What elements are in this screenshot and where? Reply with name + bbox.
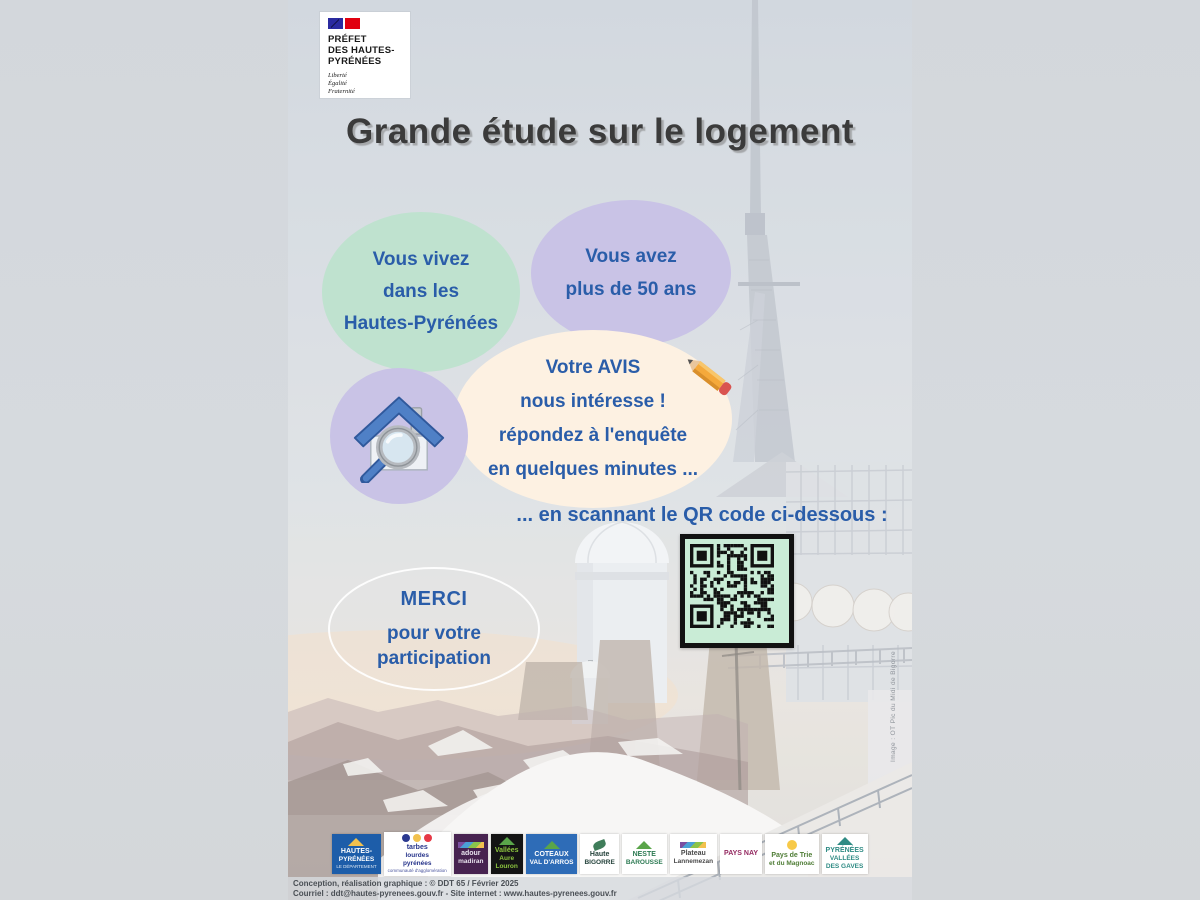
prefecture-name-line: PYRÉNÉES bbox=[328, 56, 382, 67]
partner-logo-text: DES GAVES bbox=[825, 863, 864, 870]
partner-logo-text: Haute bbox=[589, 851, 610, 858]
footer-credits-line: Conception, réalisation graphique : © DDT 65 / Février 2025 bbox=[293, 879, 519, 888]
partner-logo-coteaux-val-darros bbox=[526, 834, 578, 874]
partner-logo-text: Lannemezan bbox=[673, 858, 714, 865]
partner-logo-text: madiran bbox=[458, 858, 484, 865]
motto-line: Égalité bbox=[328, 80, 347, 87]
qr-pattern bbox=[690, 544, 774, 628]
pays-de-trie-et-du-magnoac-icon bbox=[787, 840, 797, 850]
bubble-text-line: nous intéresse ! bbox=[520, 391, 666, 412]
partner-logo-pyrenees-vallees-des-gaves bbox=[822, 834, 868, 874]
partner-logo-tarbes-lourdes-pyrenees bbox=[384, 832, 451, 876]
adour-madiran-icon bbox=[458, 842, 484, 848]
qr-code bbox=[680, 534, 794, 648]
hautes-pyrenees-departement-icon bbox=[348, 838, 364, 846]
house-magnifier-icon bbox=[352, 389, 446, 483]
tarbes-lourdes-pyrenees-icon bbox=[402, 834, 410, 842]
partner-logo-text: BAROUSSE bbox=[625, 859, 663, 866]
thanks-ellipse bbox=[328, 567, 540, 691]
partner-logo-adour-madiran bbox=[454, 834, 488, 874]
partner-logo-text: Louron bbox=[495, 863, 518, 870]
partner-logo-vallees-aure-louron bbox=[491, 834, 523, 874]
prefecture-name-line: DES HAUTES- bbox=[328, 45, 395, 56]
scan-instruction: ... en scannant le QR code ci-dessous : bbox=[516, 504, 888, 526]
pencil-icon bbox=[681, 348, 737, 404]
bubble-text-line: en quelques minutes ... bbox=[487, 459, 699, 480]
house-search-bubble bbox=[330, 368, 468, 504]
partner-logo-hautes-pyrenees-departement bbox=[332, 834, 380, 874]
neste-barousse-icon bbox=[636, 841, 652, 849]
bubble-live-in-hautes-pyrenees bbox=[322, 212, 520, 372]
partner-logo-text: Pays de Trie bbox=[771, 852, 813, 859]
partner-logo-text: et du Magnoac bbox=[769, 860, 815, 867]
housing-survey-poster bbox=[288, 0, 912, 900]
partner-logo-text: PYRÉNÉES bbox=[825, 847, 864, 854]
partner-logo-text: Aure bbox=[499, 855, 515, 862]
partner-logo-text: tarbes bbox=[406, 844, 428, 851]
partner-logo-pays-de-trie-et-du-magnoac bbox=[765, 834, 819, 874]
partner-logo-text: lourdes bbox=[405, 852, 429, 859]
partner-logo-text: pyrénées bbox=[402, 860, 432, 867]
bubble-text-line: répondez à l'enquête bbox=[498, 425, 688, 446]
partner-logo-subtext: LE DÉPARTEMENT bbox=[336, 864, 377, 869]
bubble-text-line: Vous avez bbox=[585, 246, 677, 267]
thanks-line: participation bbox=[376, 647, 491, 669]
prefecture-name-line: PRÉFET bbox=[328, 34, 367, 45]
poster-footer bbox=[288, 877, 912, 900]
partner-logo-text: PAYS NAY bbox=[724, 850, 759, 857]
bubble-text-line: plus de 50 ans bbox=[565, 279, 697, 300]
bubble-text-line: Hautes-Pyrénées bbox=[343, 313, 499, 334]
plateau-lannemezan-icon bbox=[680, 842, 706, 848]
thanks-line: pour votre bbox=[387, 622, 481, 644]
partner-logo-text: BIGORRE bbox=[584, 859, 615, 866]
partner-logo-text: PYRÉNÉES bbox=[338, 856, 375, 863]
partner-logo-row bbox=[288, 831, 912, 877]
haute-bigorre-icon bbox=[592, 839, 607, 851]
bubble-over-50 bbox=[531, 200, 731, 346]
partner-logo-text: adour bbox=[461, 850, 481, 857]
french-flag-icon bbox=[328, 18, 404, 29]
partner-logo-neste-barousse bbox=[622, 834, 667, 874]
partner-logo-text: COTEAUX bbox=[534, 851, 569, 858]
partner-logo-plateau-lannemezan bbox=[670, 834, 717, 874]
partner-logo-subtext: communauté d'agglomération bbox=[387, 868, 447, 873]
partner-logo-text: NESTE bbox=[632, 851, 656, 858]
partner-logo-text: HAUTES- bbox=[340, 848, 373, 855]
partner-logo-text: VALLÉES bbox=[829, 855, 860, 862]
coteaux-val-darros-icon bbox=[544, 841, 560, 849]
partner-logo-text: Plateau bbox=[680, 850, 706, 857]
partner-logo-text: Vallées bbox=[494, 847, 519, 854]
poster-title: Grande étude sur le logement bbox=[346, 112, 854, 151]
footer-contact-line: Courriel : ddt@hautes-pyrenees.gouv.fr - Site internet : www.hautes-pyrenees.gouv.fr bbox=[293, 889, 617, 898]
motto-line: Fraternité bbox=[328, 88, 355, 95]
motto-line: Liberté bbox=[328, 72, 347, 79]
bubble-text-line: Votre AVIS bbox=[545, 357, 641, 378]
bubble-text-line: dans les bbox=[382, 281, 460, 302]
pyrenees-vallees-des-gaves-icon bbox=[837, 837, 853, 845]
bubble-text-line: Vous vivez bbox=[372, 249, 470, 270]
partner-logo-haute-bigorre bbox=[580, 834, 618, 874]
prefecture-logo bbox=[320, 12, 410, 98]
partner-logo-pays-de-nay bbox=[720, 834, 762, 874]
partner-logo-text: VAL D'ARROS bbox=[529, 859, 574, 866]
thanks-merci: MERCI bbox=[400, 587, 468, 610]
vallees-aure-louron-icon bbox=[499, 837, 515, 845]
photo-credit: Image : OT Pic du Midi de Bigorre bbox=[890, 651, 897, 762]
